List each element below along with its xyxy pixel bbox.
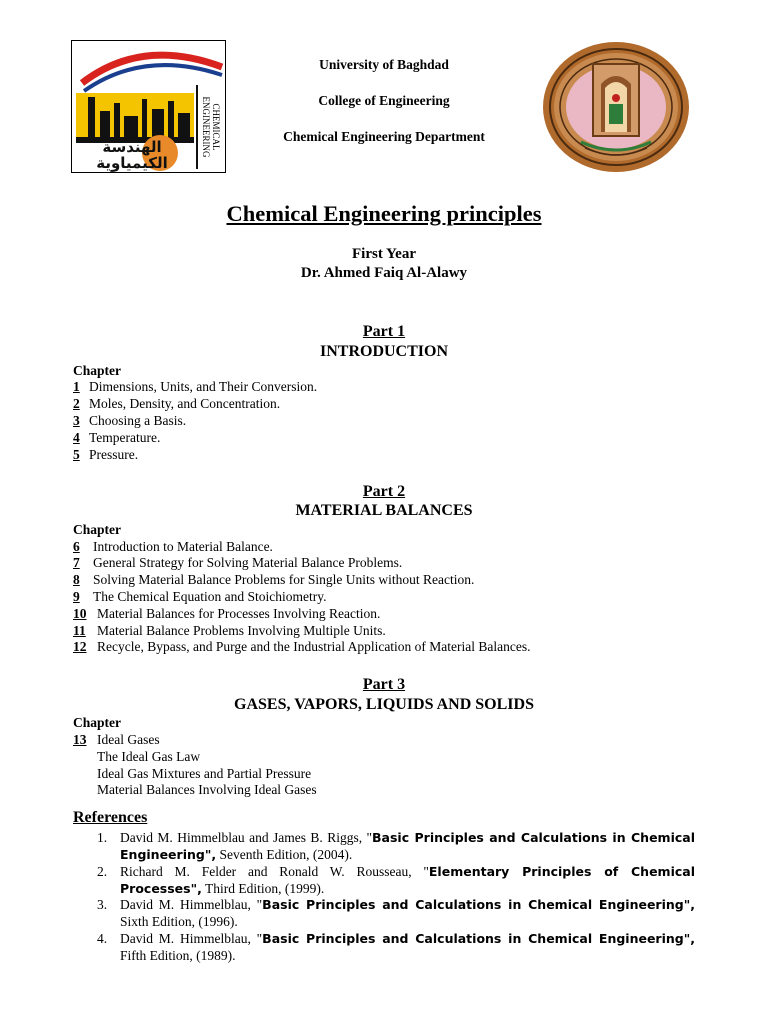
reference-authors: David M. Himmelblau, " (120, 931, 263, 946)
chapter-number: 6 (73, 539, 80, 554)
part-3-label (0, 676, 768, 694)
university-seal-graphic (541, 40, 691, 174)
reference-number: 2. (97, 864, 108, 879)
college-name: College of Engineering (318, 93, 450, 108)
chapter-number: 1 (73, 379, 80, 394)
university-seal (541, 40, 691, 174)
reference-edition: Seventh Edition, (2004). (216, 846, 353, 862)
chapter-number: 5 (73, 447, 80, 462)
chapter-title: Pressure. (89, 447, 139, 462)
chapter-number: 12 (73, 639, 87, 654)
logo-vertical-text: CHEMICAL ENGINEERING (201, 96, 221, 158)
chapter-title: Material Balance Problems Involving Multiple Units. (97, 623, 386, 638)
chapter-title: The Ideal Gas Law (97, 749, 201, 764)
document-subtitle: First Year (352, 246, 416, 262)
chapter-subitem (73, 782, 317, 798)
reference-edition: Sixth Edition, (1996). (120, 913, 238, 929)
chapter-title: Choosing a Basis. (89, 413, 187, 428)
part-3-chapter-label: Chapter (73, 715, 121, 730)
reference-item (97, 830, 695, 863)
reference-number: 4. (97, 931, 108, 946)
reference-item (97, 897, 695, 930)
reference-authors: David M. Himmelblau and James B. Riggs, " (120, 830, 373, 845)
chapter-item (73, 639, 531, 655)
chapter-title: Dimensions, Units, and Their Conversion. (89, 379, 318, 394)
chapter-number: 4 (73, 430, 80, 445)
chapter-item (73, 379, 317, 395)
reference-authors: Richard M. Felder and Ronald W. Rousseau, " (120, 864, 429, 879)
reference-item (97, 864, 695, 897)
chapter-item (73, 539, 273, 555)
document-title-text: Chemical Engineering principles (226, 201, 542, 226)
chapter-number: 8 (73, 572, 80, 587)
reference-authors: David M. Himmelblau, " (120, 897, 263, 912)
part-2-chapter-label: Chapter (73, 522, 121, 537)
chapter-subitem (73, 749, 200, 765)
reference-book-title: Basic Principles and Calculations in Chemical Engineering", (262, 931, 695, 946)
reference-item (97, 931, 695, 964)
chapter-number: 10 (73, 606, 87, 621)
part-3-title: GASES, VAPORS, LIQUIDS AND SOLIDS (234, 696, 534, 713)
chapter-subitem (73, 766, 311, 782)
university-name: University of Baghdad (319, 57, 449, 72)
chapter-number: 7 (73, 555, 80, 570)
chapter-title: Recycle, Bypass, and Purge and the Industrial Application of Material Balances. (97, 639, 531, 654)
references-heading: References (73, 809, 148, 826)
chapter-item (73, 732, 160, 748)
reference-book-title: Basic Principles and Calculations in Chemical Engineering", (262, 897, 695, 912)
chapter-title: The Chemical Equation and Stoichiometry. (93, 589, 327, 604)
part-3-label-text: Part 3 (362, 676, 406, 693)
chapter-number: 9 (73, 589, 80, 604)
part-1-label (0, 323, 768, 341)
chapter-number: 3 (73, 413, 80, 428)
chapter-item (73, 606, 380, 622)
part-1-label-text: Part 1 (362, 323, 406, 340)
reference-edition: Fifth Edition, (1989). (120, 947, 236, 963)
part-2-label (0, 483, 768, 501)
chapter-title: General Strategy for Solving Material Balance Problems. (93, 555, 403, 570)
chapter-item (73, 413, 186, 429)
chapter-title: Temperature. (89, 430, 161, 445)
chapter-item (73, 572, 474, 588)
reference-edition: Third Edition, (1999). (201, 880, 325, 896)
reference-book-title: Basic Principles and Calculations in Chemical Engineering", (120, 830, 695, 862)
chapter-title: Ideal Gas Mixtures and Partial Pressure (97, 766, 312, 781)
chapter-item (73, 555, 402, 571)
chapter-number: 13 (73, 732, 87, 747)
reference-number: 3. (97, 897, 108, 912)
chapter-item (73, 447, 138, 463)
reference-book-title: Elementary Principles of Chemical Processes", (120, 864, 695, 896)
chapter-title: Ideal Gases (97, 732, 160, 747)
chapter-item (73, 589, 326, 605)
document-author: Dr. Ahmed Faiq Al-Alawy (300, 265, 468, 281)
chapter-number: 11 (73, 623, 86, 638)
department-name: Chemical Engineering Department (283, 129, 485, 144)
chapter-title: Material Balances for Processes Involving Reaction. (97, 606, 381, 621)
chapter-title: Introduction to Material Balance. (93, 539, 273, 554)
chapter-item (73, 430, 160, 446)
chapter-title: Solving Material Balance Problems for Single Units without Reaction. (93, 572, 475, 587)
chapter-title: Material Balances Involving Ideal Gases (97, 782, 317, 797)
chapter-item (73, 396, 280, 412)
part-1-title: INTRODUCTION (319, 343, 448, 360)
chapter-item (73, 623, 386, 639)
part-2-label-text: Part 2 (362, 483, 406, 500)
chapter-number: 2 (73, 396, 80, 411)
part-1-chapter-label: Chapter (73, 363, 121, 378)
document-title (0, 201, 768, 227)
reference-number: 1. (97, 830, 108, 845)
logo-arabic-text: الهندسة الكيمياوية (96, 138, 168, 172)
chapter-title: Moles, Density, and Concentration. (89, 396, 281, 411)
part-2-title: MATERIAL BALANCES (295, 502, 473, 519)
